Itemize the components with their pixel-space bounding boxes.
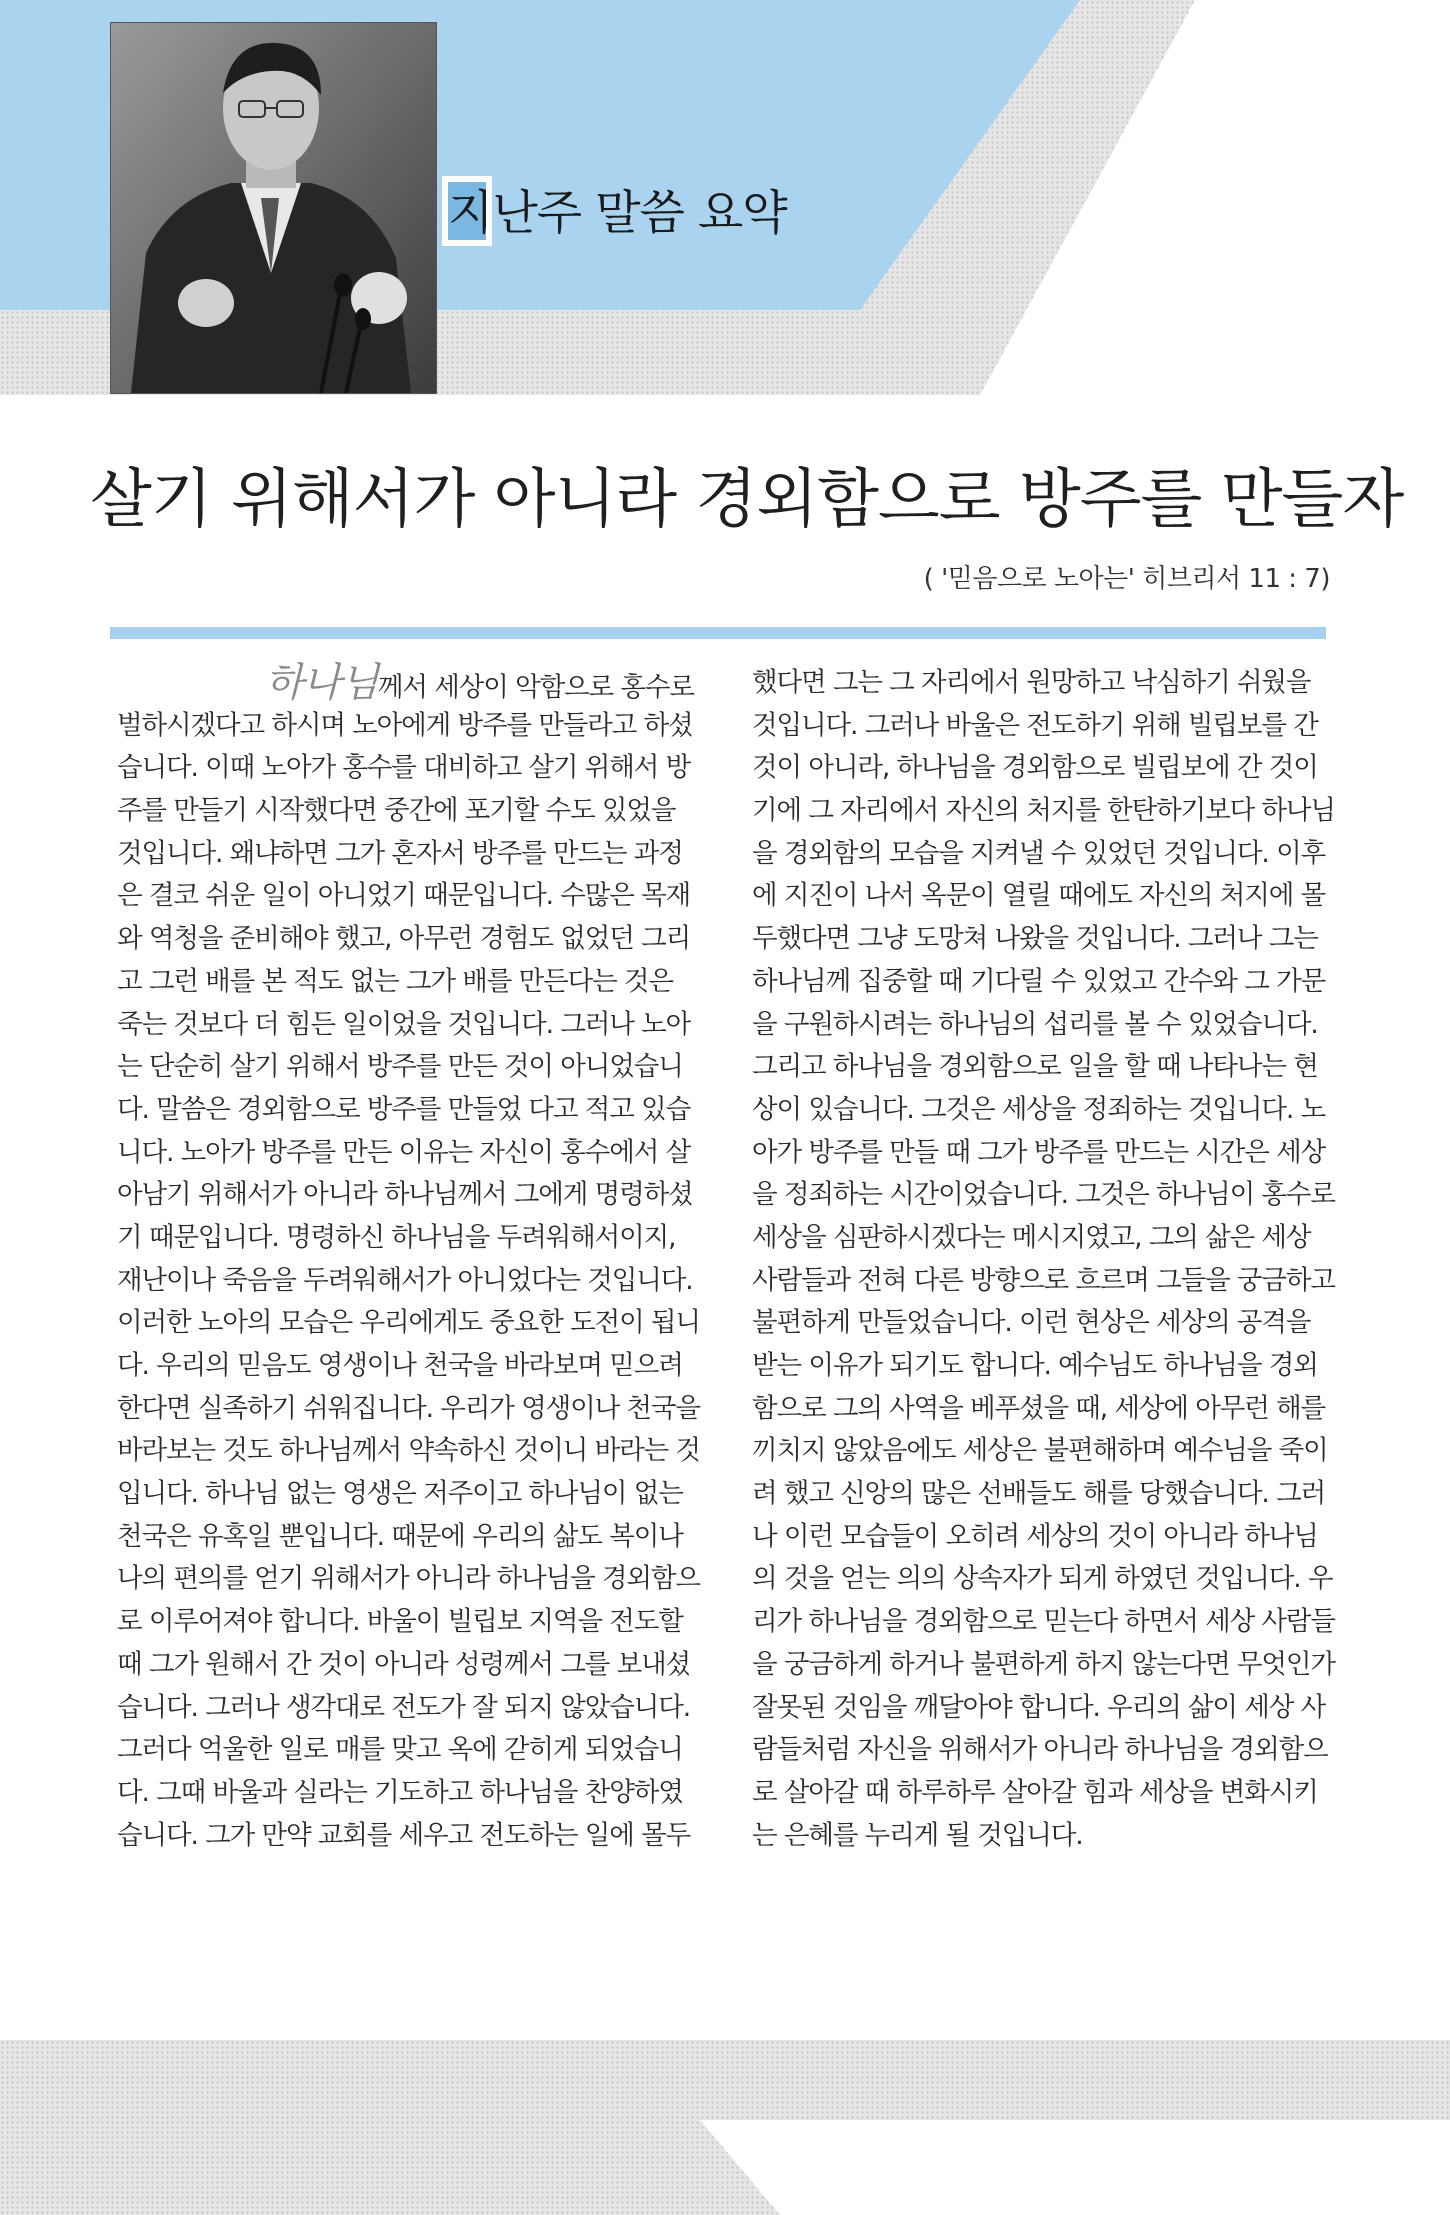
article-line: 나 이런 모습들이 오히려 세상의 것이 아니라 하나님 bbox=[752, 1520, 1318, 1552]
article-line: 불편하게 만들었습니다. 이런 현상은 세상의 공격을 bbox=[752, 1307, 1311, 1339]
article-line: 것입니다. 왜냐하면 그가 혼자서 방주를 만드는 과정 bbox=[117, 837, 683, 869]
article-line: 세상을 심판하시겠다는 메시지였고, 그의 삶은 세상 bbox=[752, 1221, 1311, 1253]
preacher-photo bbox=[110, 22, 437, 394]
article-line-text: 께서 세상이 악함으로 홍수로 bbox=[377, 672, 694, 703]
article-line: 니다. 노아가 방주를 만든 이유는 자신이 홍수에서 살 bbox=[117, 1136, 691, 1168]
article-line: 것입니다. 그러나 바울은 전도하기 위해 빌립보를 간 bbox=[752, 709, 1318, 741]
article-line: 입니다. 하나님 없는 영생은 저주이고 하나님이 없는 bbox=[117, 1478, 683, 1510]
article-line: 의 것을 얻는 의의 상속자가 되게 하였던 것입니다. 우 bbox=[752, 1563, 1333, 1595]
article-line: 다. 말씀은 경외함으로 방주를 만들었 다고 적고 있습 bbox=[117, 1093, 691, 1125]
article-line: 에 지진이 나서 옥문이 열릴 때에도 자신의 처지에 몰 bbox=[752, 880, 1326, 912]
headline-divider bbox=[110, 627, 1326, 639]
article-line bbox=[117, 662, 699, 705]
preacher-illustration bbox=[111, 23, 436, 393]
article-line: 려 했고 신앙의 많은 선배들도 해를 당했습니다. 그러 bbox=[752, 1478, 1326, 1510]
article-line: 함으로 그의 사역을 베푸셨을 때, 세상에 아무런 해를 bbox=[752, 1392, 1326, 1424]
article-line: 한다면 실족하기 쉬워집니다. 우리가 영생이나 천국을 bbox=[117, 1392, 700, 1424]
article-line: 때 그가 원해서 간 것이 아니라 성령께서 그를 보내셨 bbox=[117, 1648, 691, 1680]
article-line: 로 이루어져야 합니다. 바울이 빌립보 지역을 전도할 bbox=[117, 1606, 683, 1638]
article-line: 리가 하나님을 경외함으로 믿는다 하면서 세상 사람들 bbox=[752, 1606, 1335, 1638]
article-line: 이러한 노아의 모습은 우리에게도 중요한 도전이 됩니 bbox=[117, 1307, 700, 1339]
article-line: 아가 방주를 만들 때 그가 방주를 만드는 시간은 세상 bbox=[752, 1136, 1326, 1168]
article-line: 로 살아갈 때 하루하루 살아갈 힘과 세상을 변화시키 bbox=[752, 1776, 1318, 1808]
article-line: 주를 만들기 시작했다면 중간에 포기할 수도 있었을 bbox=[117, 795, 676, 827]
article-line: 하나님께 집중할 때 기다릴 수 있었고 간수와 그 가문 bbox=[752, 965, 1326, 997]
article-line: 그러다 억울한 일로 매를 맞고 옥에 갇히게 되었습니 bbox=[117, 1734, 683, 1766]
article-line: 다. 우리의 믿음도 영생이나 천국을 바라보며 믿으려 bbox=[117, 1350, 683, 1381]
article-line: 습니다. 그가 만약 교회를 세우고 전도하는 일에 몰두 bbox=[117, 1819, 691, 1851]
article-line: 람들처럼 자신을 위해서가 아니라 하나님을 경외함으 bbox=[752, 1734, 1328, 1766]
article-line: 끼치지 않았음에도 세상은 불편해하며 예수님을 죽이 bbox=[752, 1435, 1328, 1467]
article-headline: 살기 위해서가 아니라 경외함으로 방주를 만들자 bbox=[90, 463, 1404, 537]
article-column-right bbox=[752, 662, 1334, 1857]
bottom-white-wedge bbox=[700, 2120, 1450, 2215]
article-line: 사람들과 전혀 다른 방향으로 흐르며 그들을 궁금하고 bbox=[752, 1264, 1335, 1296]
article-line: 기 때문입니다. 명령하신 하나님을 두려워해서이지, bbox=[117, 1221, 676, 1253]
article-line: 습니다. 이때 노아가 홍수를 대비하고 살기 위해서 방 bbox=[117, 752, 691, 784]
article-line: 바라보는 것도 하나님께서 약속하신 것이니 바라는 것 bbox=[117, 1435, 700, 1467]
article-line: 와 역청을 준비해야 했고, 아무런 경험도 없었던 그리 bbox=[117, 923, 691, 955]
article-column-left bbox=[117, 662, 699, 1857]
article-line: 것이 아니라, 하나님을 경외함으로 빌립보에 간 것이 bbox=[752, 752, 1318, 784]
article-line: 나의 편의를 얻기 위해서가 아니라 하나님을 경외함으 bbox=[117, 1563, 700, 1595]
article-line: 천국은 유혹일 뿐입니다. 때문에 우리의 삶도 복이나 bbox=[117, 1520, 683, 1552]
article-line: 했다면 그는 그 자리에서 원망하고 낙심하기 쉬웠을 bbox=[752, 667, 1311, 698]
article-line: 상이 있습니다. 그것은 세상을 정죄하는 것입니다. 노 bbox=[752, 1093, 1326, 1125]
article-line: 고 그런 배를 본 적도 없는 그가 배를 만든다는 것은 bbox=[117, 965, 673, 997]
article-line: 기에 그 자리에서 자신의 처지를 한탄하기보다 하나님 bbox=[752, 795, 1335, 827]
article-line: 다. 그때 바울과 실라는 기도하고 하나님을 찬양하였 bbox=[117, 1776, 683, 1808]
article-line: 습니다. 그러나 생각대로 전도가 잘 되지 않았습니다. bbox=[117, 1691, 691, 1723]
article-line: 그리고 하나님을 경외함으로 일을 할 때 나타나는 현 bbox=[752, 1051, 1318, 1083]
article-line: 을 정죄하는 시간이었습니다. 그것은 하나님이 홍수로 bbox=[752, 1179, 1335, 1211]
scripture-reference: ( '믿음으로 노아는' 히브리서 11 : 7) bbox=[923, 564, 1330, 594]
article-line: 두했다면 그냥 도망쳐 나왔을 것입니다. 그러나 그는 bbox=[752, 923, 1318, 955]
article-line: 을 구원하시려는 하나님의 섭리를 볼 수 있었습니다. bbox=[752, 1008, 1318, 1040]
article-line: 은 결코 쉬운 일이 아니었기 때문입니다. 수많은 목재 bbox=[117, 880, 691, 912]
article-line: 을 궁금하게 하거나 불편하게 하지 않는다면 무엇인가 bbox=[752, 1648, 1335, 1680]
article-line: 죽는 것보다 더 힘든 일이었을 것입니다. 그러나 노아 bbox=[117, 1008, 691, 1040]
article-line: 받는 이유가 되기도 합니다. 예수님도 하나님을 경외 bbox=[752, 1350, 1318, 1381]
article-line: 는 단순히 살기 위해서 방주를 만든 것이 아니었습니 bbox=[117, 1051, 683, 1083]
section-label: 지난주 말씀 요약 bbox=[448, 185, 787, 241]
dropcap: 하나님 bbox=[265, 660, 378, 706]
article-line: 는 은혜를 누리게 될 것입니다. bbox=[752, 1819, 1083, 1851]
article-line: 벌하시겠다고 하시며 노아에게 방주를 만들라고 하셨 bbox=[117, 709, 693, 741]
article-line: 잘못된 것임을 깨달아야 합니다. 우리의 삶이 세상 사 bbox=[752, 1691, 1326, 1723]
article-line: 을 경외함의 모습을 지켜낼 수 있었던 것입니다. 이후 bbox=[752, 837, 1326, 869]
article-line: 아남기 위해서가 아니라 하나님께서 그에게 명령하셨 bbox=[117, 1179, 693, 1211]
article-line: 재난이나 죽음을 두려워해서가 아니었다는 것입니다. bbox=[117, 1264, 693, 1296]
